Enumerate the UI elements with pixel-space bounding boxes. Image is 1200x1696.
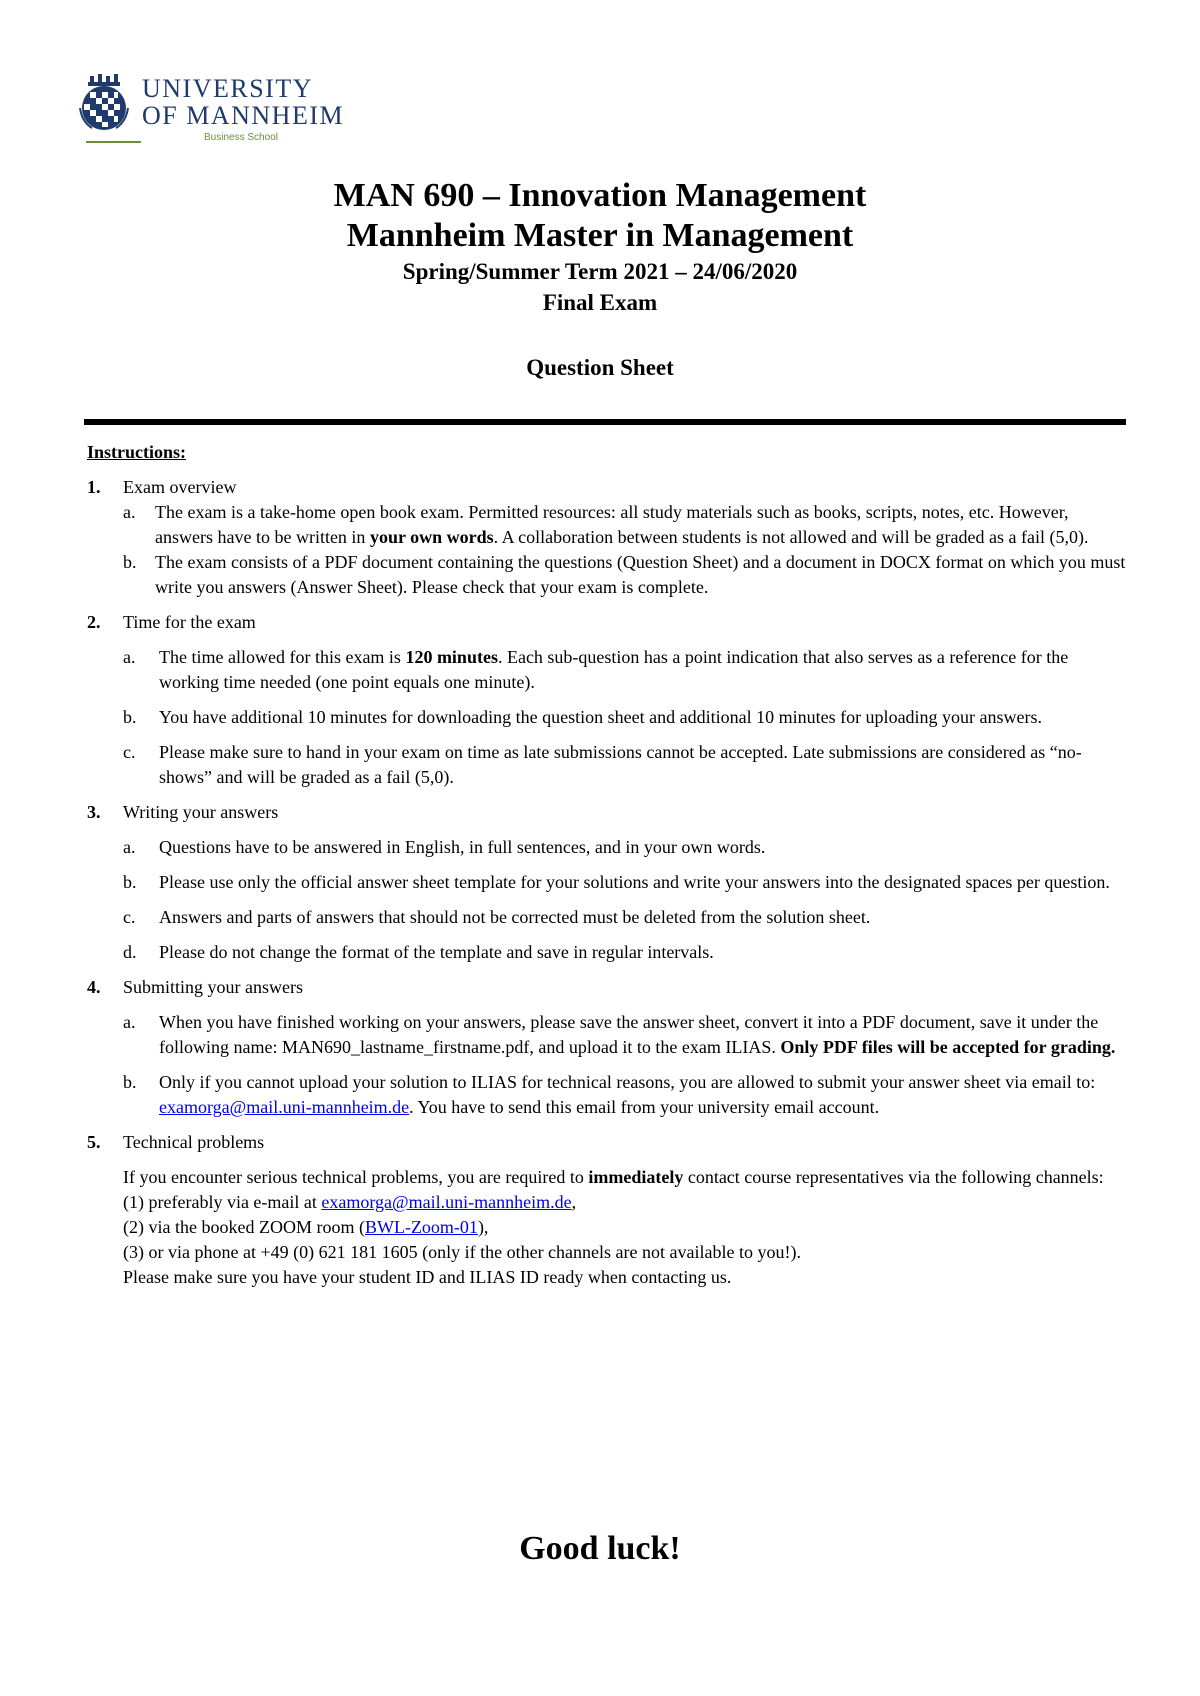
- item-text: The time allowed for this exam is: [159, 647, 406, 667]
- section-exam-overview: [87, 475, 1127, 600]
- item-text: . A collaboration between students is not allowed and will be graded as a fail (5,0).: [493, 527, 1089, 547]
- channel-text: (2) via the booked ZOOM room (: [123, 1217, 365, 1237]
- item-label: a.: [123, 1012, 136, 1032]
- item-text: The exam is a take-home open book exam. Permitted resources: all study materials such as books, scripts, notes, etc. However, answers have to be written in: [155, 502, 1069, 547]
- list-item: [123, 870, 1127, 895]
- section-title: Writing your answers: [123, 802, 279, 822]
- item-emphasis: Only PDF files will be accepted for grading.: [780, 1037, 1116, 1057]
- item-text: Please use only the official answer sheet template for your solutions and write your answers into the designated spaces per question.: [159, 872, 1110, 892]
- list-item: [123, 705, 1127, 730]
- list-item: [123, 1010, 1127, 1060]
- item-text: Questions have to be answered in English, in full sentences, and in your own words.: [159, 837, 766, 857]
- item-label: a.: [123, 502, 136, 522]
- paragraph-text: contact course representatives via the following channels:: [683, 1167, 1104, 1187]
- item-text: The exam consists of a PDF document containing the questions (Question Sheet) and a document in DOCX format on which you must write you answers (Answer Sheet). Please check that your exam is complete.: [155, 552, 1126, 597]
- zoom-room-link[interactable]: BWL-Zoom-01: [364, 1217, 478, 1237]
- item-label: b.: [123, 872, 137, 892]
- item-text: . You have to send this email from your university email account.: [409, 1097, 880, 1117]
- item-label: c.: [123, 742, 136, 762]
- list-item: [123, 1070, 1127, 1120]
- list-item: [87, 550, 1127, 600]
- section-number: 5.: [87, 1132, 101, 1152]
- list-item: [123, 835, 1127, 860]
- item-label: b.: [123, 707, 137, 727]
- channel-zoom: [123, 1215, 1127, 1240]
- item-label: a.: [123, 837, 136, 857]
- item-label: c.: [123, 907, 136, 927]
- logo-business-school-text: Business School: [204, 132, 278, 143]
- item-text: Only if you cannot upload your solution to ILIAS for technical reasons, you are allowed to submit your answer sheet via email to:: [159, 1072, 1096, 1092]
- title-block: [0, 176, 1200, 383]
- item-text: Please make sure to hand in your exam on time as late submissions cannot be accepted. Late submissions are considered as “no-shows” and will be graded as a fail (5,0).: [159, 742, 1082, 787]
- section-writing: [87, 800, 1127, 965]
- channel-text: ,: [571, 1192, 577, 1212]
- channel-text: (1) preferably via e-mail at: [123, 1192, 322, 1212]
- logo-university-text: UNIVERSITY: [142, 74, 313, 103]
- exam-type: Final Exam: [542, 290, 658, 315]
- university-logo: [76, 74, 356, 154]
- section-submitting: [87, 975, 1127, 1120]
- item-text: Please do not change the format of the template and save in regular intervals.: [159, 942, 714, 962]
- paragraph-emphasis: immediately: [588, 1167, 684, 1187]
- list-item: [87, 500, 1127, 550]
- section-number: 1.: [87, 477, 101, 497]
- program-title: Mannheim Master in Management: [346, 217, 854, 254]
- item-emphasis: your own words: [369, 527, 494, 547]
- section-title: Technical problems: [123, 1132, 265, 1152]
- section-title: Submitting your answers: [123, 977, 303, 997]
- section-time: [87, 610, 1127, 790]
- logo-rule: [86, 141, 141, 143]
- instructions: [87, 440, 1127, 1290]
- item-text: Answers and parts of answers that should not be corrected must be deleted from the solution sheet.: [159, 907, 871, 927]
- term-line: Spring/Summer Term 2021 – 24/06/2020: [402, 259, 798, 284]
- list-item: [123, 940, 1127, 965]
- technical-paragraph: [123, 1165, 1127, 1190]
- logo-mannheim-text: OF MANNHEIM: [142, 101, 345, 130]
- sheet-type: Question Sheet: [526, 355, 674, 380]
- list-item: [123, 740, 1127, 790]
- channel-phone: (3) or via phone at +49 (0) 621 181 1605 (only if the other channels are not available to you!).: [123, 1242, 801, 1262]
- heading-divider: [84, 419, 1126, 425]
- item-label: b.: [123, 1072, 137, 1092]
- email-link[interactable]: examorga@mail.uni-mannheim.de: [321, 1192, 572, 1212]
- instructions-heading: Instructions:: [87, 442, 187, 462]
- item-text: You have additional 10 minutes for downloading the question sheet and additional 10 minutes for uploading your answers.: [159, 707, 1043, 727]
- closing-message: Good luck!: [519, 1530, 681, 1567]
- section-number: 2.: [87, 612, 101, 632]
- id-reminder: Please make sure you have your student ID and ILIAS ID ready when contacting us.: [123, 1267, 732, 1287]
- email-link[interactable]: examorga@mail.uni-mannheim.de: [159, 1097, 410, 1117]
- item-label: b.: [123, 552, 137, 572]
- item-text: When you have finished working on your answers, please save the answer sheet, convert it into a PDF document, save it under the following name: MAN690_lastname_firstname.pdf, and upload it to the exam ILIAS.: [159, 1012, 1099, 1057]
- item-text: . Each sub-question has a point indication that also serves as a reference for the working time needed (one point equals one minute).: [159, 647, 1069, 692]
- section-number: 3.: [87, 802, 101, 822]
- section-title: Exam overview: [123, 477, 237, 497]
- course-title: MAN 690 – Innovation Management: [333, 177, 867, 214]
- list-item: [123, 645, 1127, 695]
- section-number: 4.: [87, 977, 101, 997]
- item-emphasis: 120 minutes: [405, 647, 498, 667]
- section-technical-problems: [87, 1130, 1127, 1290]
- channel-email: [123, 1190, 1127, 1215]
- castle-crest-icon: [76, 74, 136, 138]
- section-title: Time for the exam: [123, 612, 256, 632]
- channel-text: ),: [477, 1217, 489, 1237]
- list-item: [123, 905, 1127, 930]
- item-label: a.: [123, 647, 136, 667]
- paragraph-text: If you encounter serious technical problems, you are required to: [123, 1167, 589, 1187]
- item-label: d.: [123, 942, 137, 962]
